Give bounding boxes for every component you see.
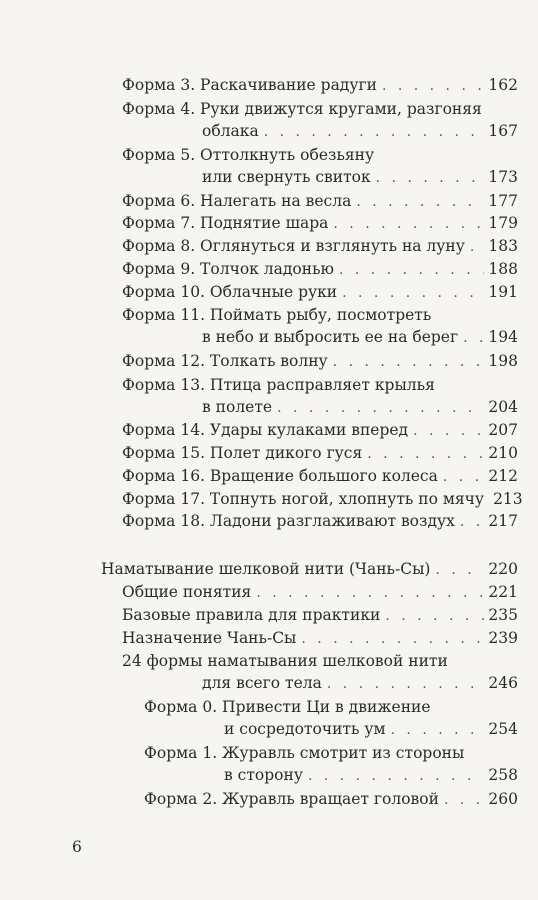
toc-entry-title: Форма 12. Толкать волну bbox=[122, 352, 328, 370]
toc-entry bbox=[122, 650, 518, 695]
toc-entry bbox=[122, 465, 518, 488]
leader-dots bbox=[367, 443, 484, 465]
toc-page-number: 183 bbox=[488, 237, 518, 255]
toc-entry-title: Форма 2. Журавль вращает головой bbox=[144, 790, 439, 808]
toc-entry bbox=[122, 488, 523, 511]
toc-entry-title-cont: для всего тела bbox=[202, 674, 322, 692]
toc-page-number: 194 bbox=[488, 328, 518, 346]
leader-dots bbox=[256, 582, 484, 604]
toc-entry bbox=[122, 350, 518, 373]
toc-page-number: 221 bbox=[488, 583, 518, 601]
toc-entry-title: Форма 14. Удары кулаками вперед bbox=[122, 421, 409, 439]
toc-entry-title: Форма 16. Вращение большого колеса bbox=[122, 467, 438, 485]
toc-entry-title: Форма 13. Птица расправляет крылья bbox=[122, 376, 435, 394]
leader-dots bbox=[339, 259, 484, 281]
toc-entry bbox=[122, 304, 518, 349]
toc-entry-title: Форма 1. Журавль смотрит из стороны bbox=[144, 744, 465, 762]
toc-entry bbox=[122, 98, 518, 143]
toc-entry bbox=[122, 442, 518, 465]
toc-page-number: 207 bbox=[488, 421, 518, 439]
toc-entry-title: Форма 6. Налегать на весла bbox=[122, 192, 352, 210]
toc-entry-title: Форма 3. Раскачивание радуги bbox=[122, 76, 377, 94]
toc-entry bbox=[122, 419, 518, 442]
toc-entry-title: Форма 7. Поднятие шара bbox=[122, 214, 329, 232]
toc-entry bbox=[144, 788, 518, 811]
leader-dots bbox=[333, 213, 484, 235]
toc-page-number: 179 bbox=[488, 214, 518, 232]
page-number: 6 bbox=[72, 838, 82, 856]
toc-entry bbox=[122, 281, 518, 304]
toc-entry-title: Форма 15. Полет дикого гуся bbox=[122, 444, 363, 462]
leader-dots bbox=[413, 420, 484, 442]
toc-page-number: 188 bbox=[488, 260, 518, 278]
leader-dots bbox=[327, 673, 485, 695]
toc-entry-title-cont: в сторону bbox=[224, 766, 303, 784]
leader-dots bbox=[382, 75, 484, 97]
leader-dots bbox=[444, 789, 484, 811]
toc-entry bbox=[122, 144, 518, 189]
toc-entry-title: Форма 4. Руки движутся кругами, разгоняя bbox=[122, 100, 482, 118]
toc-entry-title-cont: в полете bbox=[202, 398, 273, 416]
toc-entry bbox=[144, 696, 518, 741]
toc-page-number: 162 bbox=[488, 76, 518, 94]
toc-entry-title: Наматывание шелковой нити (Чань-Сы) bbox=[101, 560, 431, 578]
leader-dots bbox=[435, 559, 484, 581]
leader-dots bbox=[463, 327, 484, 349]
toc-entry-title: Форма 10. Облачные руки bbox=[122, 283, 338, 301]
toc-page-number: 258 bbox=[488, 766, 518, 784]
toc-entry-title: Форма 11. Поймать рыбу, посмотреть bbox=[122, 306, 432, 324]
toc-entry bbox=[122, 235, 518, 258]
leader-dots bbox=[470, 236, 485, 258]
toc-entry-title: Форма 17. Топнуть ногой, хлопнуть по мячу bbox=[122, 490, 485, 508]
toc-entry-title-cont: облака bbox=[202, 122, 259, 140]
toc-entry bbox=[122, 581, 518, 604]
toc-entry-title-cont: или свернуть свиток bbox=[202, 168, 371, 186]
toc-entry bbox=[122, 258, 518, 281]
toc-entry bbox=[122, 74, 518, 97]
toc-page-number: 173 bbox=[488, 168, 518, 186]
toc-page-number: 198 bbox=[488, 352, 518, 370]
toc-entry-title: Базовые правила для практики bbox=[122, 606, 381, 624]
toc-entry bbox=[144, 742, 518, 787]
toc-page-number: 246 bbox=[488, 674, 518, 692]
leader-dots bbox=[443, 466, 485, 488]
toc-page-number: 213 bbox=[493, 490, 523, 508]
toc-entry bbox=[122, 212, 518, 235]
toc-page-number: 204 bbox=[488, 398, 518, 416]
leader-dots bbox=[356, 191, 484, 213]
leader-dots bbox=[460, 511, 485, 533]
toc-entry-title: Форма 8. Оглянуться и взглянуть на луну bbox=[122, 237, 465, 255]
toc-entry-title-cont: и сосредоточить ум bbox=[224, 720, 386, 738]
leader-dots bbox=[376, 167, 485, 189]
toc-page-number: 260 bbox=[488, 790, 518, 808]
toc-entry bbox=[122, 190, 518, 213]
leader-dots bbox=[391, 719, 485, 741]
leader-dots bbox=[264, 121, 485, 143]
toc-entry-title: Форма 5. Оттолкнуть обезьяну bbox=[122, 146, 375, 164]
toc-page-number: 239 bbox=[488, 629, 518, 647]
toc-entry bbox=[122, 604, 518, 627]
leader-dots bbox=[342, 282, 484, 304]
leader-dots bbox=[308, 765, 484, 787]
leader-dots bbox=[301, 628, 484, 650]
toc-entry-title: Форма 9. Толчок ладонью bbox=[122, 260, 334, 278]
toc-entry-title: Назначение Чань-Сы bbox=[122, 629, 297, 647]
toc-entry bbox=[101, 558, 518, 581]
toc-page-number: 254 bbox=[488, 720, 518, 738]
toc-entry-title: Форма 0. Привести Ци в движение bbox=[144, 698, 431, 716]
toc-page-number: 167 bbox=[488, 122, 518, 140]
toc-entry bbox=[122, 510, 518, 533]
toc-page-number: 210 bbox=[488, 444, 518, 462]
toc-entry-title: Общие понятия bbox=[122, 583, 252, 601]
leader-dots bbox=[385, 605, 484, 627]
toc-entry bbox=[122, 627, 518, 650]
toc-entry bbox=[122, 374, 518, 419]
leader-dots bbox=[277, 397, 484, 419]
toc-page-number: 177 bbox=[488, 192, 518, 210]
toc-page-number: 191 bbox=[488, 283, 518, 301]
toc-entry-title: 24 формы наматывания шелковой нити bbox=[122, 652, 448, 670]
toc-page-number: 220 bbox=[488, 560, 518, 578]
toc-entry-title: Форма 18. Ладони разглаживают воздух bbox=[122, 512, 455, 530]
toc-page-number: 212 bbox=[488, 467, 518, 485]
toc-page-number: 217 bbox=[488, 512, 518, 530]
toc-page-number: 235 bbox=[488, 606, 518, 624]
toc-entry-title-cont: в небо и выбросить ее на берег bbox=[202, 328, 459, 346]
leader-dots bbox=[333, 351, 485, 373]
